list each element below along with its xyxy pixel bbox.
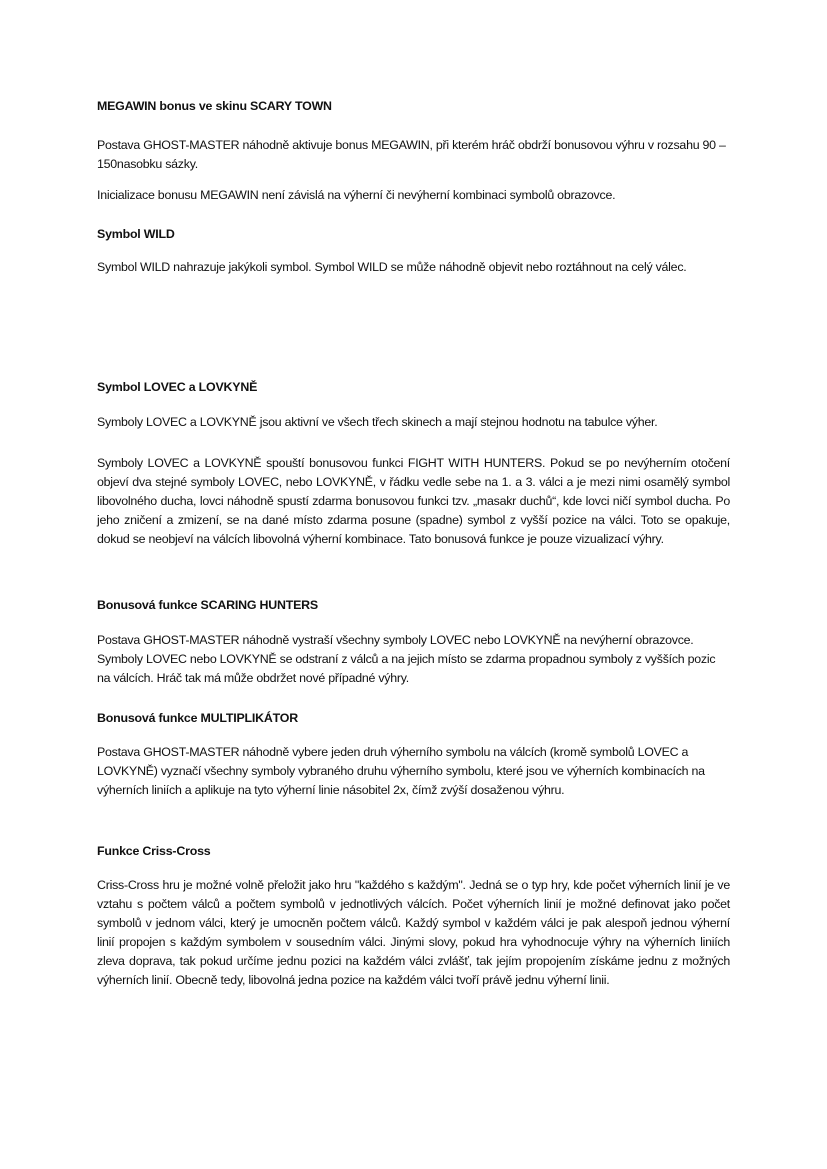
paragraph-megawin-2: Inicializace bonusu MEGAWIN není závislá na výherní či nevýherní kombinaci symbolů obrazovce. [97,188,616,202]
heading-multiplikator: Bonusová funkce MULTIPLIKÁTOR [97,711,298,725]
paragraph-lovec-2: Symboly LOVEC a LOVKYNĚ spouští bonusovou funkci FIGHT WITH HUNTERS. Pokud se po nevýherním otočení objeví dva stejné symboly LOVEC, nebo LOVKYNĚ, v řádku vedle sebe na 1. a 3. válci a je mezi nimi osamělý symbol libovolného ducha, lovci náhodně spustí zdarma bonusovou funkci tzv. „masakr duchů“, kde lovci ničí symbol ducha. Po jeho zničení a zmizení, se na dané místo zdarma posune (spadne) symbol z vyšší pozice na válci. Toto se opakuje, dokud se neobjeví na válcích libovolná výherní kombinace. Tato bonusová funkce je pouze vizualizací výhry. [97,456,730,546]
heading-scaring-hunters: Bonusová funkce SCARING HUNTERS [97,598,318,612]
heading-criss-cross: Funkce Criss-Cross [97,844,211,858]
paragraph-wild: Symbol WILD nahrazuje jakýkoli symbol. Symbol WILD se může náhodně objevit nebo roztáhnout na celý válec. [97,260,687,274]
paragraph-lovec-1: Symboly LOVEC a LOVKYNĚ jsou aktivní ve všech třech skinech a mají stejnou hodnotu na tabulce výher. [97,415,658,429]
paragraph-scaring-hunters: Postava GHOST-MASTER náhodně vystraší všechny symboly LOVEC nebo LOVKYNĚ na nevýherní obrazovce. Symboly LOVEC nebo LOVKYNĚ se odstraní z válců a na jejich místo se zdarma propadnou symboly z vyšších pozic na válcích. Hráč tak má může obdržet nové případné výhry. [97,633,716,685]
paragraph-multiplikator: Postava GHOST-MASTER náhodně vybere jeden druh výherního symbolu na válcích (kromě symbolů LOVEC a LOVKYNĚ) vyznačí všechny symboly vybraného druhu výherního symbolu, které jsou ve výherních kombinacích na výherních liniích a aplikuje na tyto výherní linie násobitel 2x, čímž zvýší dosaženou výhru. [97,745,705,797]
paragraph-criss-cross: Criss-Cross hru je možné volně přeložit jako hru "každého s každým". Jedná se o typ hry, kde počet výherních linií je ve vztahu s počtem válců a počtem symbolů v jednotlivých válcích. Počet výherních linií je možné definovat jako počet symbolů v jednom válci, který je umocněn počtem válců. Každý symbol v každém válci je pak alespoň jednou výherní linií propojen s každým symbolem v sousedním válci. Jinými slovy, pokud hra vyhodnocuje výhry na výherních liniích zleva doprava, tak pokud určíme jednu pozici na každém válci zvlášť, tak jejím propojením získáme jednu z možných výherních linií. Obecně tedy, libovolná jedna pozice na každém válci tvoří právě jednu výherní linii. [97,878,730,987]
paragraph-megawin-1: Postava GHOST-MASTER náhodně aktivuje bonus MEGAWIN, při kterém hráč obdrží bonusovou výhru v rozsahu 90 – 150nasobku sázky. [97,138,726,171]
heading-megawin: MEGAWIN bonus ve skinu SCARY TOWN [97,99,332,113]
heading-lovec: Symbol LOVEC a LOVKYNĚ [97,380,258,394]
heading-wild: Symbol WILD [97,227,175,241]
